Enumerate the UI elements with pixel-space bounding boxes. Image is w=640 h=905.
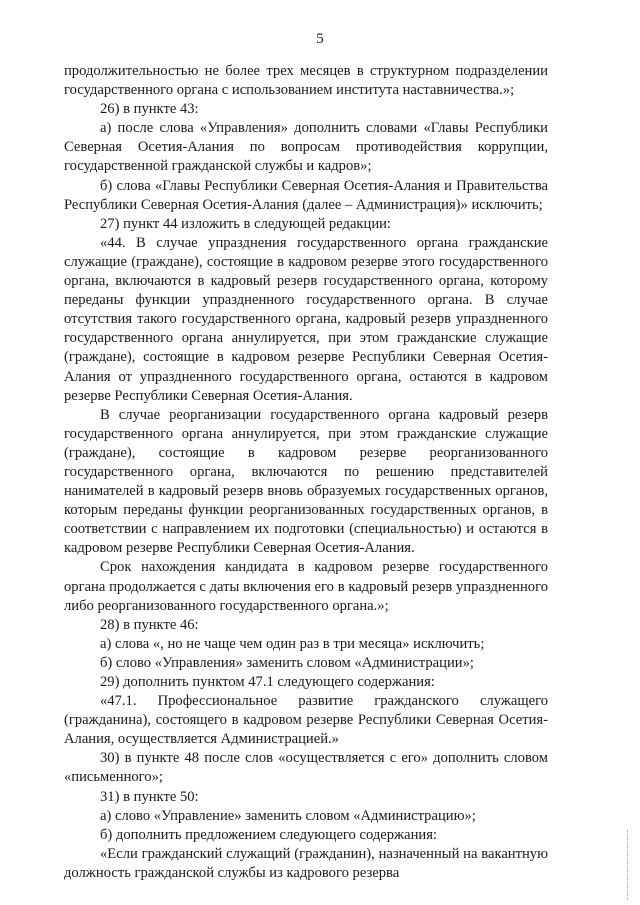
paragraph: 26) в пункте 43: [100,101,199,118]
paragraph: Срок нахождения кандидата в кадровом резерве государственного органа продолжается с даты включения его в кадровый резерв упраздненного либо реорганизованного государственного органа.»; [64,559,548,614]
page-number: 5 [316,31,324,47]
paragraph: 30) в пункте 48 после слов «осуществляется с его» дополнить словом «письменного»; [64,750,548,786]
paragraph: 27) пункт 44 изложить в следующей редакции: [100,215,391,232]
paragraph: а) слова «, но не чаще чем один раз в три месяца» исключить; [100,635,485,652]
paragraph: 31) в пункте 50: [100,788,199,805]
paragraph: а) слово «Управление» заменить словом «Администрацию»; [100,807,476,824]
paragraph: 28) в пункте 46: [100,616,199,633]
paragraph: «47.1. Профессиональное развитие гражданского служащего (гражданина), состоящего в кадровом резерве Республики Северная Осетия-Алания, осуществляется Администрацией.» [64,693,548,748]
paragraph: В случае реорганизации государственного органа кадровый резерв государственного органа аннулируется, при этом гражданские служащие (граждане), состоящие в кадровом резерве реорганизованного государственного органа, включаются по решению представителей нанимателей в кадровый резерв вновь образуемых государственных органов, которым переданы функции реорганизованных государственных органов, в соответствии с направлением их подготовки (специальностью) и остаются в кадровом резерве Республики Северная Осетия-Алания. [64,406,548,557]
paragraph: продолжительностью не более трех месяцев в структурном подразделении государственного органа с использованием института наставничества.»; [64,63,548,99]
paragraph: «Если гражданский служащий (гражданин), назначенный на вакантную должность гражданской службы из кадрового резерва [64,845,548,881]
paragraph: б) слово «Управления» заменить словом «Администрации»; [100,654,474,671]
scan-edge-marks [627,830,630,900]
paragraph: «44. В случае упразднения государственного органа гражданские служащие (граждане), состоящие в кадровом резерве этого государственного органа, включаются в кадровый резерв государственного органа, которому переданы функции упраздненного государственного органа. В случае отсутствия такого государственного органа, кадровый резерв упраздненного государственного органа аннулируется, при этом гражданские служащие (граждане), состоящие в кадровом резерве Республики Северная Осетия-Алания от упраздненного государственного органа, остаются в кадровом резерве Республики Северная Осетия-Алания. [64,234,548,404]
document-body [64,62,548,883]
paragraph: а) после слова «Управления» дополнить словами «Главы Республики Северная Осетия-Алания по вопросам противодействия коррупции, государственной гражданской службы и кадров»; [64,120,548,175]
paragraph: 29) дополнить пунктом 47.1 следующего содержания: [100,674,435,690]
paragraph: б) дополнить предложением следующего содержания: [100,826,437,843]
paragraph: б) слова «Главы Республики Северная Осетия-Алания и Правительства Республики Северная Осетия-Алания (далее – Администрация)» исключить; [64,177,548,213]
